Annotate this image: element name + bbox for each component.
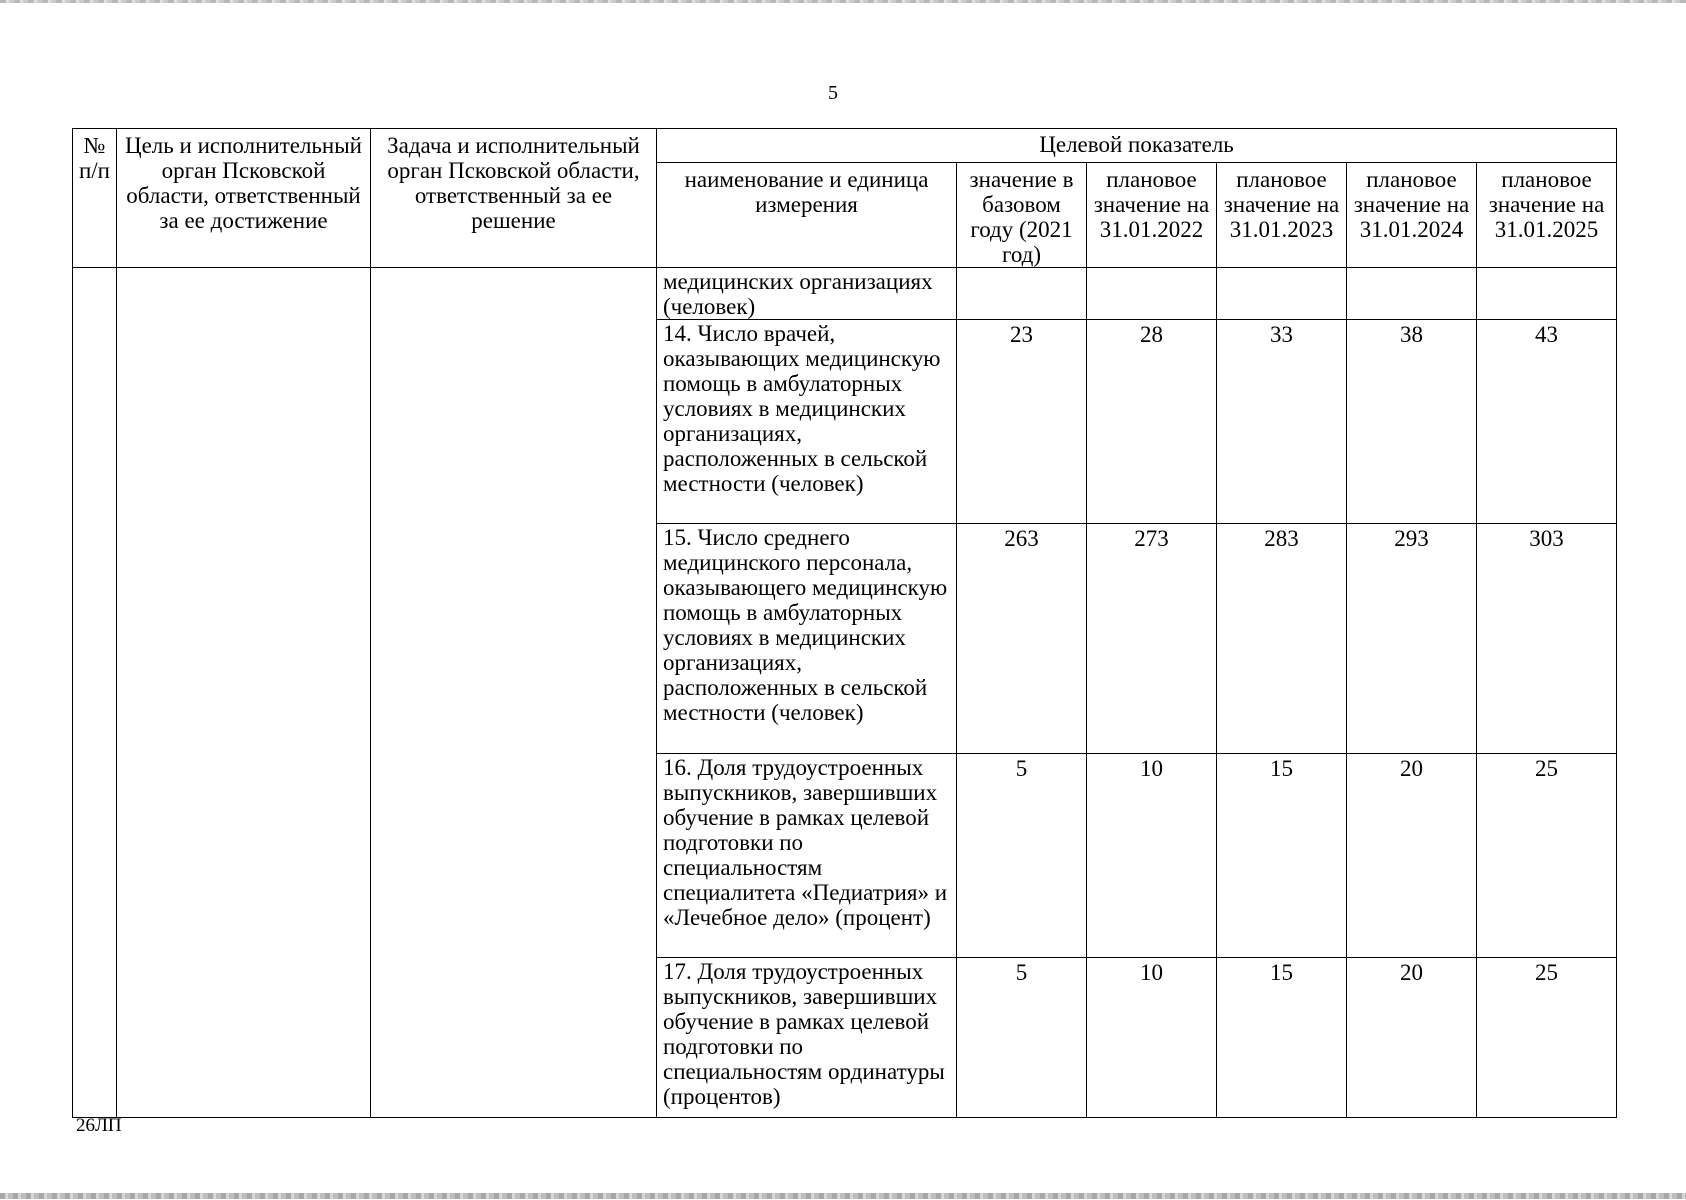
header-num: № п/п: [73, 129, 117, 268]
plan-2022-cell: 10: [1087, 958, 1217, 1118]
plan-2022-cell: 10: [1087, 754, 1217, 958]
page-number: 5: [828, 82, 838, 104]
indicator-name-cell: 17. Доля трудоустроенных выпускников, завершивших обучение в рамках целевой подготовки по специальностям ординатуры (процентов): [657, 958, 957, 1118]
base-value-cell: 23: [957, 320, 1087, 524]
scan-edge-bottom: [0, 1193, 1686, 1199]
plan-2023-cell: 283: [1217, 524, 1347, 754]
indicator-name-cell: 16. Доля трудоустроенных выпускников, завершивших обучение в рамках целевой подготовки по специальностям специалитета «Педиатрия» и «Лечебное дело» (процент): [657, 754, 957, 958]
table-body: [73, 268, 1617, 1118]
footer-code: 26ЛП: [76, 1115, 122, 1136]
base-value-cell: 5: [957, 754, 1087, 958]
header-plan-2024: плановое значение на 31.01.2024: [1347, 163, 1477, 268]
base-value-cell: 5: [957, 958, 1087, 1118]
header-plan-2025: плановое значение на 31.01.2025: [1477, 163, 1617, 268]
plan-2025-cell: 25: [1477, 958, 1617, 1118]
plan-2022-cell: [1087, 268, 1217, 320]
plan-2023-cell: [1217, 268, 1347, 320]
header-indicator-group: Целевой показатель: [657, 129, 1617, 163]
header-plan-2022: плановое значение на 31.01.2022: [1087, 163, 1217, 268]
plan-2023-cell: 33: [1217, 320, 1347, 524]
plan-2025-cell: 43: [1477, 320, 1617, 524]
task-cell-empty: [371, 268, 657, 1118]
plan-2023-cell: 15: [1217, 958, 1347, 1118]
indicator-name-cell: 15. Число среднего медицинского персонала, оказывающего медицинскую помощь в амбулаторных условиях в медицинских организациях, расположенных в сельской местности (человек): [657, 524, 957, 754]
plan-2024-cell: 20: [1347, 754, 1477, 958]
plan-2025-cell: 25: [1477, 754, 1617, 958]
plan-2024-cell: 293: [1347, 524, 1477, 754]
header-goal: Цель и исполнительный орган Псковской области, ответственный за ее достижение: [117, 129, 371, 268]
scan-edge-top: [0, 0, 1686, 3]
plan-2022-cell: 273: [1087, 524, 1217, 754]
header-indicator-name: наименование и единица измерения: [657, 163, 957, 268]
plan-2023-cell: 15: [1217, 754, 1347, 958]
target-indicators-table: [72, 128, 1617, 1118]
header-plan-2023: плановое значение на 31.01.2023: [1217, 163, 1347, 268]
plan-2025-cell: [1477, 268, 1617, 320]
indicator-name-cell: медицинских организациях (человек): [657, 268, 957, 320]
plan-2025-cell: 303: [1477, 524, 1617, 754]
base-value-cell: [957, 268, 1087, 320]
plan-2024-cell: 20: [1347, 958, 1477, 1118]
plan-2024-cell: 38: [1347, 320, 1477, 524]
goal-cell-empty: [117, 268, 371, 1118]
header-task: Задача и исполнительный орган Псковской области, ответственный за ее решение: [371, 129, 657, 268]
base-value-cell: 263: [957, 524, 1087, 754]
table-header: [73, 129, 1617, 268]
num-cell-empty: [73, 268, 117, 1118]
header-base-value: значение в базовом году (2021 год): [957, 163, 1087, 268]
plan-2024-cell: [1347, 268, 1477, 320]
plan-2022-cell: 28: [1087, 320, 1217, 524]
indicator-name-cell: 14. Число врачей, оказывающих медицинскую помощь в амбулаторных условиях в медицинских организациях, расположенных в сельской местности (человек): [657, 320, 957, 524]
table-row: [73, 268, 1617, 320]
